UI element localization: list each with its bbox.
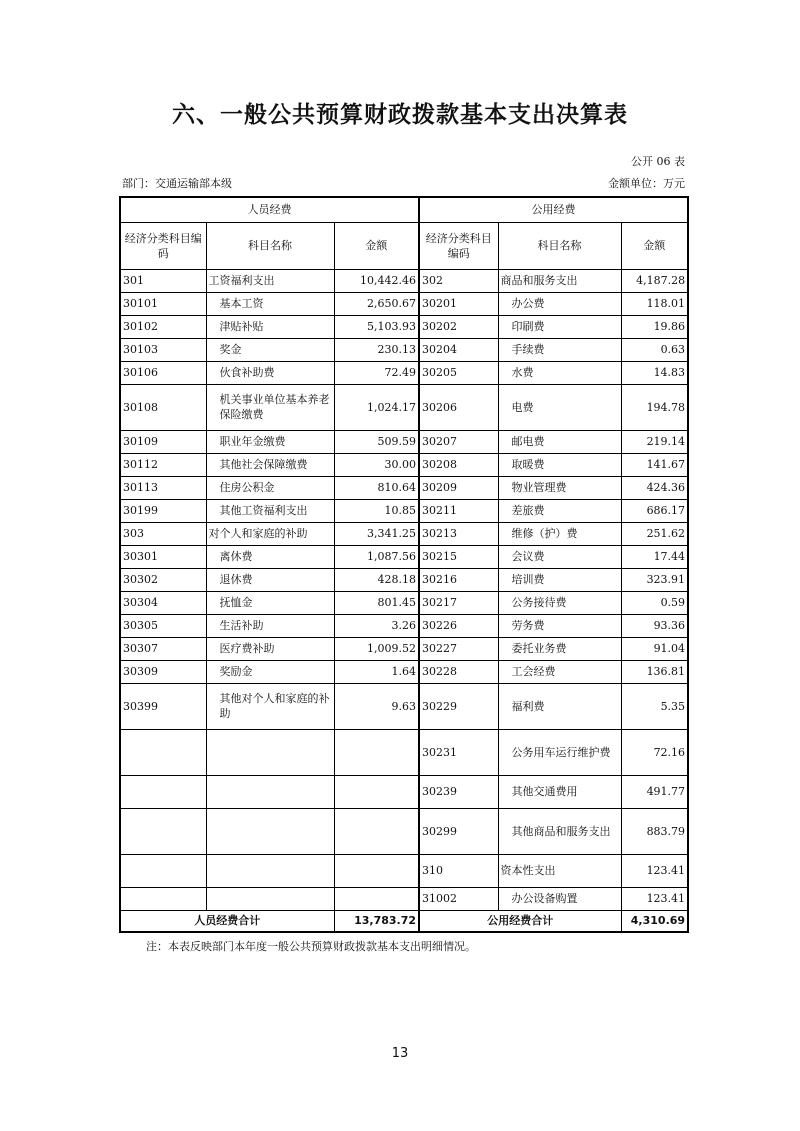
table-row [120,854,688,887]
right-code-cell: 30205 [419,361,498,384]
left-name-cell: 伙食补助费 [206,361,334,384]
table-row [120,453,688,476]
left-name-cell: 住房公积金 [206,476,334,499]
right-name-cell: 水费 [498,361,621,384]
personnel-total-label: 人员经费合计 [120,910,334,932]
right-amount-cell: 91.04 [621,637,688,660]
right-amount-cell: 141.67 [621,453,688,476]
right-code-cell: 30239 [419,775,498,808]
left-code-cell: 30304 [120,591,206,614]
left-name-cell: 离休费 [206,545,334,568]
amount-header: 金额 [621,222,688,269]
table-row [120,887,688,910]
left-name-cell: 其他社会保障缴费 [206,453,334,476]
left-name-cell [206,887,334,910]
left-amount-cell: 10.85 [334,499,419,522]
table-row [120,660,688,683]
left-name-cell: 工资福利支出 [206,269,334,292]
table-row [120,591,688,614]
right-code-cell: 30231 [419,729,498,775]
left-code-cell: 30301 [120,545,206,568]
right-code-cell: 30213 [419,522,498,545]
right-amount-cell: 194.78 [621,384,688,430]
left-code-cell: 30399 [120,683,206,729]
table-row [120,568,688,591]
left-code-cell: 30113 [120,476,206,499]
left-amount-cell [334,775,419,808]
left-amount-cell [334,854,419,887]
left-amount-cell: 1,024.17 [334,384,419,430]
right-name-cell: 公务接待费 [498,591,621,614]
right-amount-cell: 883.79 [621,808,688,854]
left-code-cell [120,854,206,887]
right-code-cell: 30299 [419,808,498,854]
left-name-cell: 奖金 [206,338,334,361]
form-number: 公开 06 表 [631,155,685,168]
left-amount-cell: 1,009.52 [334,637,419,660]
table-row [120,476,688,499]
right-amount-cell: 491.77 [621,775,688,808]
right-code-cell: 30211 [419,499,498,522]
right-code-cell: 31002 [419,887,498,910]
public-total-amount: 4,310.69 [621,910,688,932]
table-row [120,729,688,775]
left-amount-cell [334,887,419,910]
left-code-cell: 30109 [120,430,206,453]
table-row [120,545,688,568]
left-name-cell [206,854,334,887]
right-code-cell: 30208 [419,453,498,476]
right-amount-cell: 17.44 [621,545,688,568]
left-amount-cell: 1,087.56 [334,545,419,568]
left-amount-cell: 230.13 [334,338,419,361]
right-name-cell: 办公设备购置 [498,887,621,910]
left-amount-cell: 72.49 [334,361,419,384]
right-amount-cell: 123.41 [621,854,688,887]
totals-row [120,910,688,932]
left-name-cell: 其他工资福利支出 [206,499,334,522]
right-amount-cell: 123.41 [621,887,688,910]
left-code-cell: 30103 [120,338,206,361]
left-name-cell: 奖励金 [206,660,334,683]
left-amount-cell: 1.64 [334,660,419,683]
table-row [120,683,688,729]
left-name-cell: 机关事业单位基本养老保险缴费 [206,384,334,430]
left-name-cell: 其他对个人和家庭的补助 [206,683,334,729]
table-row [120,522,688,545]
left-code-cell [120,887,206,910]
left-amount-cell [334,808,419,854]
right-amount-cell: 686.17 [621,499,688,522]
left-amount-cell: 3.26 [334,614,419,637]
right-code-cell: 30206 [419,384,498,430]
right-name-cell: 邮电费 [498,430,621,453]
left-code-cell [120,808,206,854]
amount-header: 金额 [334,222,419,269]
left-name-cell: 生活补助 [206,614,334,637]
left-name-cell: 职业年金缴费 [206,430,334,453]
right-name-cell: 差旅费 [498,499,621,522]
right-code-cell: 30207 [419,430,498,453]
right-amount-cell: 118.01 [621,292,688,315]
left-amount-cell: 3,341.25 [334,522,419,545]
right-amount-cell: 251.62 [621,522,688,545]
left-amount-cell [334,729,419,775]
right-amount-cell: 5.35 [621,683,688,729]
left-code-cell [120,729,206,775]
left-name-cell [206,775,334,808]
right-name-cell: 取暖费 [498,453,621,476]
right-amount-cell: 219.14 [621,430,688,453]
table-note: 注：本表反映部门本年度一般公共预算财政拨款基本支出明细情况。 [146,940,476,953]
left-code-cell: 30302 [120,568,206,591]
name-header: 科目名称 [498,222,621,269]
right-amount-cell: 0.59 [621,591,688,614]
right-name-cell: 维修（护）费 [498,522,621,545]
left-name-cell: 津贴补贴 [206,315,334,338]
right-amount-cell: 323.91 [621,568,688,591]
left-amount-cell: 428.18 [334,568,419,591]
right-code-cell: 30216 [419,568,498,591]
right-code-cell: 30226 [419,614,498,637]
left-amount-cell: 810.64 [334,476,419,499]
name-header: 科目名称 [206,222,334,269]
right-name-cell: 印刷费 [498,315,621,338]
left-code-cell [120,775,206,808]
right-code-cell: 30229 [419,683,498,729]
right-name-cell: 工会经费 [498,660,621,683]
right-name-cell: 劳务费 [498,614,621,637]
right-amount-cell: 424.36 [621,476,688,499]
code-header: 经济分类科目编码 [419,222,498,269]
public-header: 公用经费 [419,197,688,222]
table-row [120,430,688,453]
right-code-cell: 30201 [419,292,498,315]
right-name-cell: 公务用车运行维护费 [498,729,621,775]
left-code-cell: 30106 [120,361,206,384]
left-code-cell: 303 [120,522,206,545]
right-code-cell: 30227 [419,637,498,660]
table-row [120,384,688,430]
right-name-cell: 委托业务费 [498,637,621,660]
left-code-cell: 30101 [120,292,206,315]
right-name-cell: 会议费 [498,545,621,568]
table-row [120,637,688,660]
left-amount-cell: 509.59 [334,430,419,453]
table-row [120,292,688,315]
table-row [120,361,688,384]
personnel-total-amount: 13,783.72 [334,910,419,932]
page-number: 13 [391,1046,409,1061]
right-name-cell: 物业管理费 [498,476,621,499]
right-name-cell: 福利费 [498,683,621,729]
code-header: 经济分类科目编码 [120,222,206,269]
right-amount-cell: 136.81 [621,660,688,683]
table-row [120,269,688,292]
right-name-cell: 培训费 [498,568,621,591]
left-amount-cell: 5,103.93 [334,315,419,338]
left-code-cell: 30108 [120,384,206,430]
left-code-cell: 301 [120,269,206,292]
left-code-cell: 30112 [120,453,206,476]
left-name-cell [206,729,334,775]
left-code-cell: 30305 [120,614,206,637]
left-name-cell: 基本工资 [206,292,334,315]
right-name-cell: 电费 [498,384,621,430]
expenditure-table [119,196,689,933]
right-amount-cell: 72.16 [621,729,688,775]
right-amount-cell: 93.36 [621,614,688,637]
left-name-cell: 退休费 [206,568,334,591]
right-amount-cell: 19.86 [621,315,688,338]
unit-label: 金额单位：万元 [608,177,685,190]
left-amount-cell: 2,650.67 [334,292,419,315]
right-code-cell: 310 [419,854,498,887]
right-name-cell: 资本性支出 [498,854,621,887]
right-code-cell: 30228 [419,660,498,683]
left-name-cell: 医疗费补助 [206,637,334,660]
left-amount-cell: 9.63 [334,683,419,729]
left-code-cell: 30307 [120,637,206,660]
public-total-label: 公用经费合计 [419,910,621,932]
left-amount-cell: 30.00 [334,453,419,476]
table-row [120,775,688,808]
personnel-header: 人员经费 [120,197,419,222]
left-code-cell: 30309 [120,660,206,683]
right-code-cell: 30202 [419,315,498,338]
right-name-cell: 办公费 [498,292,621,315]
right-name-cell: 其他交通费用 [498,775,621,808]
right-code-cell: 302 [419,269,498,292]
table-row [120,499,688,522]
right-amount-cell: 4,187.28 [621,269,688,292]
left-code-cell: 30199 [120,499,206,522]
table-row [120,338,688,361]
table-row [120,614,688,637]
page-title: 六、一般公共预算财政拨款基本支出决算表 [172,102,628,128]
left-name-cell: 对个人和家庭的补助 [206,522,334,545]
right-amount-cell: 14.83 [621,361,688,384]
right-code-cell: 30217 [419,591,498,614]
right-name-cell: 手续费 [498,338,621,361]
left-code-cell: 30102 [120,315,206,338]
right-code-cell: 30215 [419,545,498,568]
table-row [120,315,688,338]
left-amount-cell: 801.45 [334,591,419,614]
right-amount-cell: 0.63 [621,338,688,361]
left-name-cell [206,808,334,854]
right-name-cell: 商品和服务支出 [498,269,621,292]
right-code-cell: 30209 [419,476,498,499]
left-amount-cell: 10,442.46 [334,269,419,292]
department-label: 部门：交通运输部本级 [122,177,232,190]
left-name-cell: 抚恤金 [206,591,334,614]
table-row [120,808,688,854]
right-code-cell: 30204 [419,338,498,361]
right-name-cell: 其他商品和服务支出 [498,808,621,854]
